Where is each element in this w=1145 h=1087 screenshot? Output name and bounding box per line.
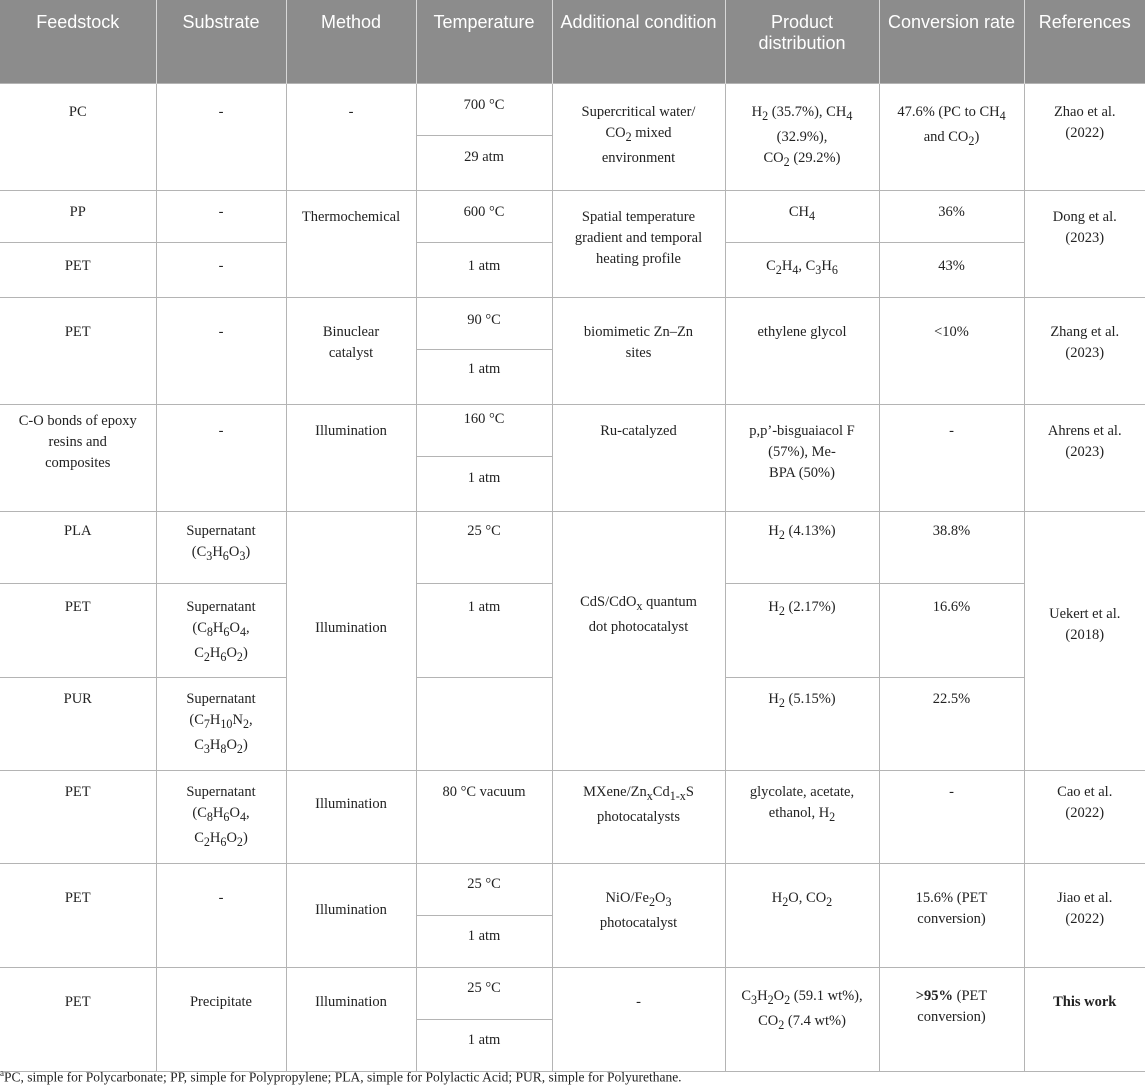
cell-text: Zhang et al. (2023) xyxy=(1050,324,1120,361)
reference-cell xyxy=(1024,512,1145,771)
cell-text: 160 °C xyxy=(463,411,505,427)
header-conversion-rate: Conversion rate xyxy=(879,0,1024,84)
cell-text: Supernatant ($C_8H_6O_4$, $C_2H_6O_2$) xyxy=(186,599,256,664)
substrate-cell xyxy=(156,191,286,243)
cell-text: 700 °C xyxy=(463,97,505,113)
cell-text: Supernatant ($C_7H_{10}N_2$, $C_3H_8O_2$) xyxy=(186,691,256,756)
conversion-rate-cell xyxy=(879,191,1024,243)
conversion-rate-cell xyxy=(879,512,1024,584)
temperature-cell xyxy=(416,864,552,916)
cell-text: biomimetic Zn–Zn sites xyxy=(583,324,694,361)
cell-text: $H_2O$, $CO_2$ xyxy=(771,890,833,909)
cell-text: - xyxy=(636,994,641,1010)
table-row xyxy=(0,84,1145,136)
product-distribution-cell xyxy=(725,864,879,968)
cell-text: PUR xyxy=(63,691,92,707)
method-cell xyxy=(286,191,416,298)
product-distribution-cell xyxy=(725,84,879,191)
cell-text: $H_2$ (5.15%) xyxy=(768,691,836,710)
substrate-cell xyxy=(156,84,286,191)
cell-text: 1 atm xyxy=(467,1032,501,1048)
footnote-text: PC, simple for Polycarbonate; PP, simple for Polypropylene; PLA, simple for Polylactic Acid; PUR, simple for Polyurethane. xyxy=(4,1069,682,1085)
cell-text: PET xyxy=(64,784,91,800)
temperature-cell xyxy=(416,678,552,771)
additional-condition-cell xyxy=(552,405,725,512)
cell-text: - xyxy=(218,204,224,220)
temperature-cell xyxy=(416,968,552,1020)
cell-text: Supercritical water/ $CO_2$ mixed environment xyxy=(581,104,696,166)
product-distribution-cell xyxy=(725,512,879,584)
temperature-cell xyxy=(416,512,552,584)
reference-cell xyxy=(1024,968,1145,1072)
cell-text: ethylene glycol xyxy=(757,324,847,340)
cell-text: Binuclear catalyst xyxy=(322,324,380,361)
cell-text: 36% xyxy=(938,204,965,220)
cell-text: NiO/$Fe_2O_3$ photocatalyst xyxy=(599,890,678,931)
cell-text: <10% xyxy=(934,324,969,340)
cell-text: Illumination xyxy=(315,902,387,918)
cell-text: PET xyxy=(64,890,91,906)
cell-text: Supernatant $(C_3H_6O_3)$ xyxy=(186,523,256,563)
substrate-cell xyxy=(156,584,286,678)
additional-condition-cell xyxy=(552,968,725,1072)
cell-text: Precipitate xyxy=(189,994,252,1010)
cell-text: 38.8% xyxy=(932,523,971,539)
table-row xyxy=(0,298,1145,350)
reference-cell xyxy=(1024,84,1145,191)
cell-text: - xyxy=(218,324,224,340)
method-cell xyxy=(286,968,416,1072)
cell-text: $H_2$ (2.17%) xyxy=(768,599,836,618)
cell-text: PC xyxy=(68,104,87,120)
feedstock-cell xyxy=(0,864,156,968)
additional-condition-cell xyxy=(552,864,725,968)
cell-text: 47.6% (PC to $CH_4$ and $CO_2$) xyxy=(897,104,1006,148)
conversion-rate-cell xyxy=(879,405,1024,512)
table-row xyxy=(0,191,1145,243)
product-distribution-cell xyxy=(725,771,879,864)
product-distribution-cell xyxy=(725,405,879,512)
additional-condition-cell xyxy=(552,191,725,298)
conversion-rate-cell xyxy=(879,678,1024,771)
cell-text: - xyxy=(949,784,954,800)
temperature-cell xyxy=(416,457,552,512)
substrate-cell xyxy=(156,678,286,771)
table-header-row xyxy=(0,0,1145,84)
product-distribution-cell xyxy=(725,968,879,1072)
feedstock-cell xyxy=(0,191,156,243)
feedstock-cell xyxy=(0,84,156,191)
table-row xyxy=(0,864,1145,916)
temperature-cell xyxy=(416,771,552,864)
substrate-cell xyxy=(156,864,286,968)
cell-text: C-O bonds of epoxy resins and composites xyxy=(18,413,137,471)
cell-text: PLA xyxy=(64,523,92,539)
cell-text: Illumination xyxy=(315,423,387,439)
product-distribution-cell xyxy=(725,243,879,298)
footnote-marker: a xyxy=(0,1068,4,1078)
cell-text: Thermochemical xyxy=(301,209,401,225)
cell-text: Illumination xyxy=(315,620,387,636)
header-additional-condition: Additional condition xyxy=(552,0,725,84)
product-distribution-cell xyxy=(725,678,879,771)
feedstock-cell xyxy=(0,584,156,678)
reference-cell xyxy=(1024,864,1145,968)
conversion-rate-cell xyxy=(879,864,1024,968)
cell-text: Cao et al. (2022) xyxy=(1057,784,1113,821)
header-temperature: Temperature xyxy=(416,0,552,84)
cell-text: Illumination xyxy=(315,994,387,1010)
method-cell xyxy=(286,298,416,405)
cell-text: 1 atm xyxy=(467,258,501,274)
feedstock-cell xyxy=(0,243,156,298)
cell-text: PP xyxy=(69,204,86,220)
reference-cell xyxy=(1024,771,1145,864)
cell-text: Zhao et al. (2022) xyxy=(1053,104,1116,141)
substrate-cell xyxy=(156,512,286,584)
method-cell xyxy=(286,405,416,512)
feedstock-cell xyxy=(0,968,156,1072)
feedstock-cell xyxy=(0,298,156,405)
cell-text: 80 °C vacuum xyxy=(442,784,526,800)
header-references: References xyxy=(1024,0,1145,84)
table-body xyxy=(0,84,1145,1072)
header-method: Method xyxy=(286,0,416,84)
cell-text: Spatial temperature gradient and temporal heating profile xyxy=(574,209,703,267)
cell-text: 29 atm xyxy=(464,149,504,165)
additional-condition-cell xyxy=(552,512,725,771)
cell-text: Ahrens et al. (2023) xyxy=(1047,423,1122,460)
conversion-rate-cell xyxy=(879,771,1024,864)
cell-text: $H_2$ (35.7%), $CH_4$ (32.9%), $CO_2$ (29.2%) xyxy=(751,104,853,169)
cell-text: >95% (PET conversion) xyxy=(915,988,988,1025)
temperature-cell xyxy=(416,191,552,243)
cell-text: 90 °C xyxy=(467,312,501,328)
cell-text: PET xyxy=(64,599,91,615)
cell-text: $C_3H_2O_2$ (59.1 wt%), $CO_2$ (7.4 wt%) xyxy=(741,988,863,1032)
reference-cell xyxy=(1024,405,1145,512)
temperature-cell xyxy=(416,405,552,457)
cell-text: CdS/CdO$_x$ quantum dot photocatalyst xyxy=(580,594,697,635)
product-distribution-cell xyxy=(725,584,879,678)
cell-text: Dong et al. (2023) xyxy=(1052,209,1117,246)
reference-cell xyxy=(1024,191,1145,298)
conversion-rate-cell xyxy=(879,584,1024,678)
table-row xyxy=(0,968,1145,1020)
temperature-cell xyxy=(416,584,552,678)
cell-text: MXene/$Zn_xCd_{1-x}S$ photocatalysts xyxy=(583,784,694,825)
substrate-cell xyxy=(156,298,286,405)
conversion-rate-cell xyxy=(879,968,1024,1072)
cell-text: PET xyxy=(64,324,91,340)
table-row xyxy=(0,405,1145,457)
cell-text: 15.6% (PET conversion) xyxy=(915,890,988,927)
conversion-rate-cell xyxy=(879,243,1024,298)
method-cell xyxy=(286,864,416,968)
temperature-cell xyxy=(416,350,552,405)
method-cell xyxy=(286,84,416,191)
conversion-rate-cell xyxy=(879,298,1024,405)
additional-condition-cell xyxy=(552,771,725,864)
cell-text: glycolate, acetate, ethanol, $H_2$ xyxy=(749,784,855,824)
product-distribution-cell xyxy=(725,191,879,243)
cell-text: 1 atm xyxy=(467,599,501,615)
additional-condition-cell xyxy=(552,84,725,191)
cell-text: 600 °C xyxy=(463,204,505,220)
cell-text: Uekert et al. (2018) xyxy=(1049,606,1121,643)
cell-text: 1 atm xyxy=(467,361,501,377)
cell-text: PET xyxy=(64,258,91,274)
temperature-cell xyxy=(416,84,552,136)
conversion-rate-cell xyxy=(879,84,1024,191)
cell-text: $C_2H_4$, $C_3H_6$ xyxy=(766,258,838,277)
method-cell xyxy=(286,771,416,864)
cell-text: Illumination xyxy=(315,796,387,812)
substrate-cell xyxy=(156,771,286,864)
cell-text: - xyxy=(218,258,224,274)
header-substrate: Substrate xyxy=(156,0,286,84)
substrate-cell xyxy=(156,968,286,1072)
header-product-distribution: Product distribution xyxy=(725,0,879,84)
feedstock-cell xyxy=(0,771,156,864)
feedstock-cell xyxy=(0,678,156,771)
cell-text: 1 atm xyxy=(467,928,501,944)
cell-text: - xyxy=(218,423,224,439)
cell-text: Ru-catalyzed xyxy=(600,423,677,439)
feedstock-cell xyxy=(0,405,156,512)
cell-text: p,p’-bisguaiacol F (57%), Me- BPA (50%) xyxy=(749,423,855,481)
cell-text: - xyxy=(949,423,954,439)
cell-text: - xyxy=(218,890,224,906)
cell-text: Jiao et al. (2022) xyxy=(1057,890,1113,927)
substrate-cell xyxy=(156,243,286,298)
cell-text: 25 °C xyxy=(467,876,501,892)
cell-text: Supernatant ($C_8H_6O_4$, $C_2H_6O_2$) xyxy=(186,784,256,849)
temperature-cell xyxy=(416,243,552,298)
cell-text: 22.5% xyxy=(932,691,971,707)
header-feedstock: Feedstock xyxy=(0,0,156,84)
cell-text: - xyxy=(218,104,224,120)
cell-text: 25 °C xyxy=(467,523,501,539)
reference-cell xyxy=(1024,298,1145,405)
temperature-cell xyxy=(416,298,552,350)
temperature-cell xyxy=(416,916,552,968)
cell-text: PET xyxy=(64,994,91,1010)
cell-text: 25 °C xyxy=(467,980,501,996)
cell-text: This work xyxy=(1053,994,1117,1010)
additional-condition-cell xyxy=(552,298,725,405)
substrate-cell xyxy=(156,405,286,512)
cell-text: $H_2$ (4.13%) xyxy=(768,523,836,542)
feedstock-cell xyxy=(0,512,156,584)
table-row xyxy=(0,771,1145,864)
cell-text: $CH_4$ xyxy=(788,204,816,223)
cell-text: 43% xyxy=(938,258,965,274)
table-footnote xyxy=(0,1064,1145,1087)
method-cell xyxy=(286,512,416,771)
table-row xyxy=(0,512,1145,584)
cell-text: 1 atm xyxy=(467,470,501,486)
cell-text: 16.6% xyxy=(932,599,971,615)
temperature-cell xyxy=(416,136,552,191)
product-distribution-cell xyxy=(725,298,879,405)
cell-text: - xyxy=(348,104,354,120)
